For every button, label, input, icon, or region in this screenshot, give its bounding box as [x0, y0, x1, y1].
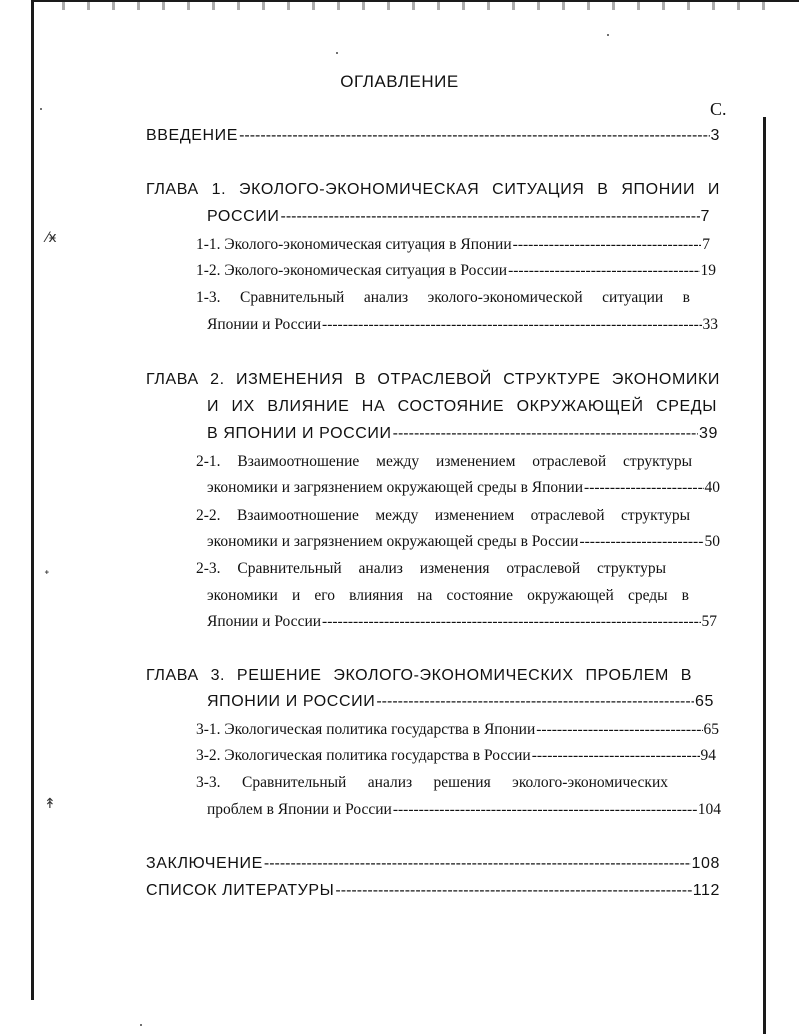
- margin-mark: ↟: [44, 796, 56, 812]
- toc-entry-chapter-3[interactable]: [207, 693, 714, 711]
- toc-entry-section-2-1[interactable]: [207, 479, 720, 497]
- toc-page-number: 57: [701, 613, 717, 630]
- toc-entry-section-2-3[interactable]: [207, 613, 717, 631]
- toc-entry-label: 3-1. Экологическая политика государства в Японии: [196, 721, 536, 738]
- toc-page-number: 65: [695, 693, 714, 710]
- chapter-2-heading-cont[interactable]: И ИХ ВЛИЯНИЕ НА СОСТОЯНИЕ ОКРУЖАЮЩЕЙ СРЕДЫ: [207, 398, 717, 415]
- toc-entry-label: СПИСОК ЛИТЕРАТУРЫ: [146, 882, 335, 899]
- toc-leader: [532, 747, 700, 765]
- scan-border-left: [31, 0, 34, 1000]
- toc-entry-chapter-2[interactable]: [207, 425, 718, 443]
- toc-entry-label: проблем в Японии и России: [207, 801, 392, 818]
- scan-speck: [607, 34, 609, 36]
- toc-leader: [264, 855, 691, 873]
- toc-leader: [376, 693, 694, 711]
- toc-entry-label: Японии и России: [207, 316, 322, 333]
- section-2-2-title[interactable]: 2-2. Взаимоотношение между изменением отраслевой структуры: [196, 507, 690, 524]
- toc-entry-label: экономики и загрязнением окружающей среды в Японии: [207, 479, 584, 496]
- toc-page-number: 50: [704, 533, 720, 550]
- toc-entry-conclusion[interactable]: [146, 855, 720, 873]
- toc-page-number: 65: [703, 721, 719, 738]
- toc-entry-label: ЯПОНИИ И РОССИИ: [207, 693, 376, 710]
- toc-entry-label: ВВЕДЕНИЕ: [146, 127, 239, 144]
- toc-leader: [335, 882, 691, 900]
- margin-mark: ⁄ӿ: [46, 230, 57, 246]
- page-column-label: С.: [710, 99, 727, 119]
- toc-page-number: 94: [700, 747, 716, 764]
- toc-leader: [322, 316, 701, 334]
- scan-speck: [140, 1024, 142, 1026]
- toc-entry-introduction[interactable]: [146, 127, 720, 145]
- toc-entry-section-3-3[interactable]: [207, 801, 721, 819]
- toc-leader: [536, 721, 702, 739]
- toc-entry-section-3-1[interactable]: [196, 721, 719, 739]
- toc-page-number: 3: [710, 127, 720, 144]
- toc-entry-chapter-1[interactable]: [207, 208, 710, 226]
- page-title: ОГЛАВЛЕНИЕ: [340, 72, 459, 91]
- toc-leader: [393, 425, 698, 443]
- toc-leader: [239, 127, 709, 145]
- toc-page-number: 19: [700, 262, 716, 279]
- toc-entry-label: РОССИИ: [207, 208, 280, 225]
- margin-mark: ᐩ: [44, 568, 50, 584]
- toc-leader: [393, 801, 697, 819]
- chapter-2-heading[interactable]: ГЛАВА 2. ИЗМЕНЕНИЯ В ОТРАСЛЕВОЙ СТРУКТУРЕ ЭКОНОМИКИ: [146, 371, 720, 388]
- chapter-1-heading[interactable]: ГЛАВА 1. ЭКОЛОГО-ЭКОНОМИЧЕСКАЯ СИТУАЦИЯ В ЯПОНИИ И: [146, 181, 720, 198]
- toc-leader: [579, 533, 703, 551]
- toc-entry-label: 1-2. Эколого-экономическая ситуация в России: [196, 262, 508, 279]
- toc-entry-label: 3-2. Экологическая политика государства в России: [196, 747, 531, 764]
- scan-edge-ticks: [40, 2, 780, 10]
- toc-page-number: 40: [704, 479, 720, 496]
- scan-speck: [336, 52, 338, 54]
- toc-entry-label: В ЯПОНИИ И РОССИИ: [207, 425, 392, 442]
- toc-entry-label: 1-1. Эколого-экономическая ситуация в Японии: [196, 236, 512, 253]
- section-3-3-title[interactable]: 3-3. Сравнительный анализ решения эколого-экономических: [196, 774, 668, 791]
- toc-entry-bibliography[interactable]: [146, 882, 720, 900]
- section-2-3-title-cont[interactable]: экономики и его влияния на состояние окружающей среды в: [207, 587, 689, 604]
- toc-entry-label: ЗАКЛЮЧЕНИЕ: [146, 855, 263, 872]
- scan-speck: [40, 108, 42, 110]
- toc-entry-label: Японии и России: [207, 613, 322, 630]
- toc-page-number: 33: [702, 316, 718, 333]
- toc-page-number: 112: [692, 882, 720, 899]
- toc-entry-section-2-2[interactable]: [207, 533, 720, 551]
- toc-page-number: 7: [702, 236, 710, 253]
- section-2-1-title[interactable]: 2-1. Взаимоотношение между изменением отраслевой структуры: [196, 453, 692, 470]
- toc-entry-section-1-1[interactable]: [196, 236, 710, 254]
- toc-entry-label: экономики и загрязнением окружающей среды в России: [207, 533, 579, 550]
- toc-leader: [322, 613, 700, 631]
- toc-entry-section-1-2[interactable]: [196, 262, 716, 280]
- chapter-3-heading[interactable]: ГЛАВА 3. РЕШЕНИЕ ЭКОЛОГО-ЭКОНОМИЧЕСКИХ ПРОБЛЕМ В: [146, 667, 692, 684]
- toc-entry-section-1-3[interactable]: [207, 316, 718, 334]
- toc-leader: [508, 262, 699, 280]
- toc-page-number: 7: [700, 208, 710, 225]
- toc-leader: [513, 236, 702, 254]
- toc-leader: [280, 208, 699, 226]
- toc-leader: [584, 479, 703, 497]
- toc-page-number: 104: [697, 801, 721, 818]
- section-2-3-title[interactable]: 2-3. Сравнительный анализ изменения отраслевой структуры: [196, 560, 666, 577]
- section-1-3-title[interactable]: 1-3. Сравнительный анализ эколого-экономической ситуации в: [196, 289, 690, 306]
- toc-page-number: 39: [699, 425, 718, 442]
- toc-page-number: 108: [691, 855, 720, 872]
- toc-entry-section-3-2[interactable]: [196, 747, 716, 765]
- scan-border-right: [763, 117, 766, 1034]
